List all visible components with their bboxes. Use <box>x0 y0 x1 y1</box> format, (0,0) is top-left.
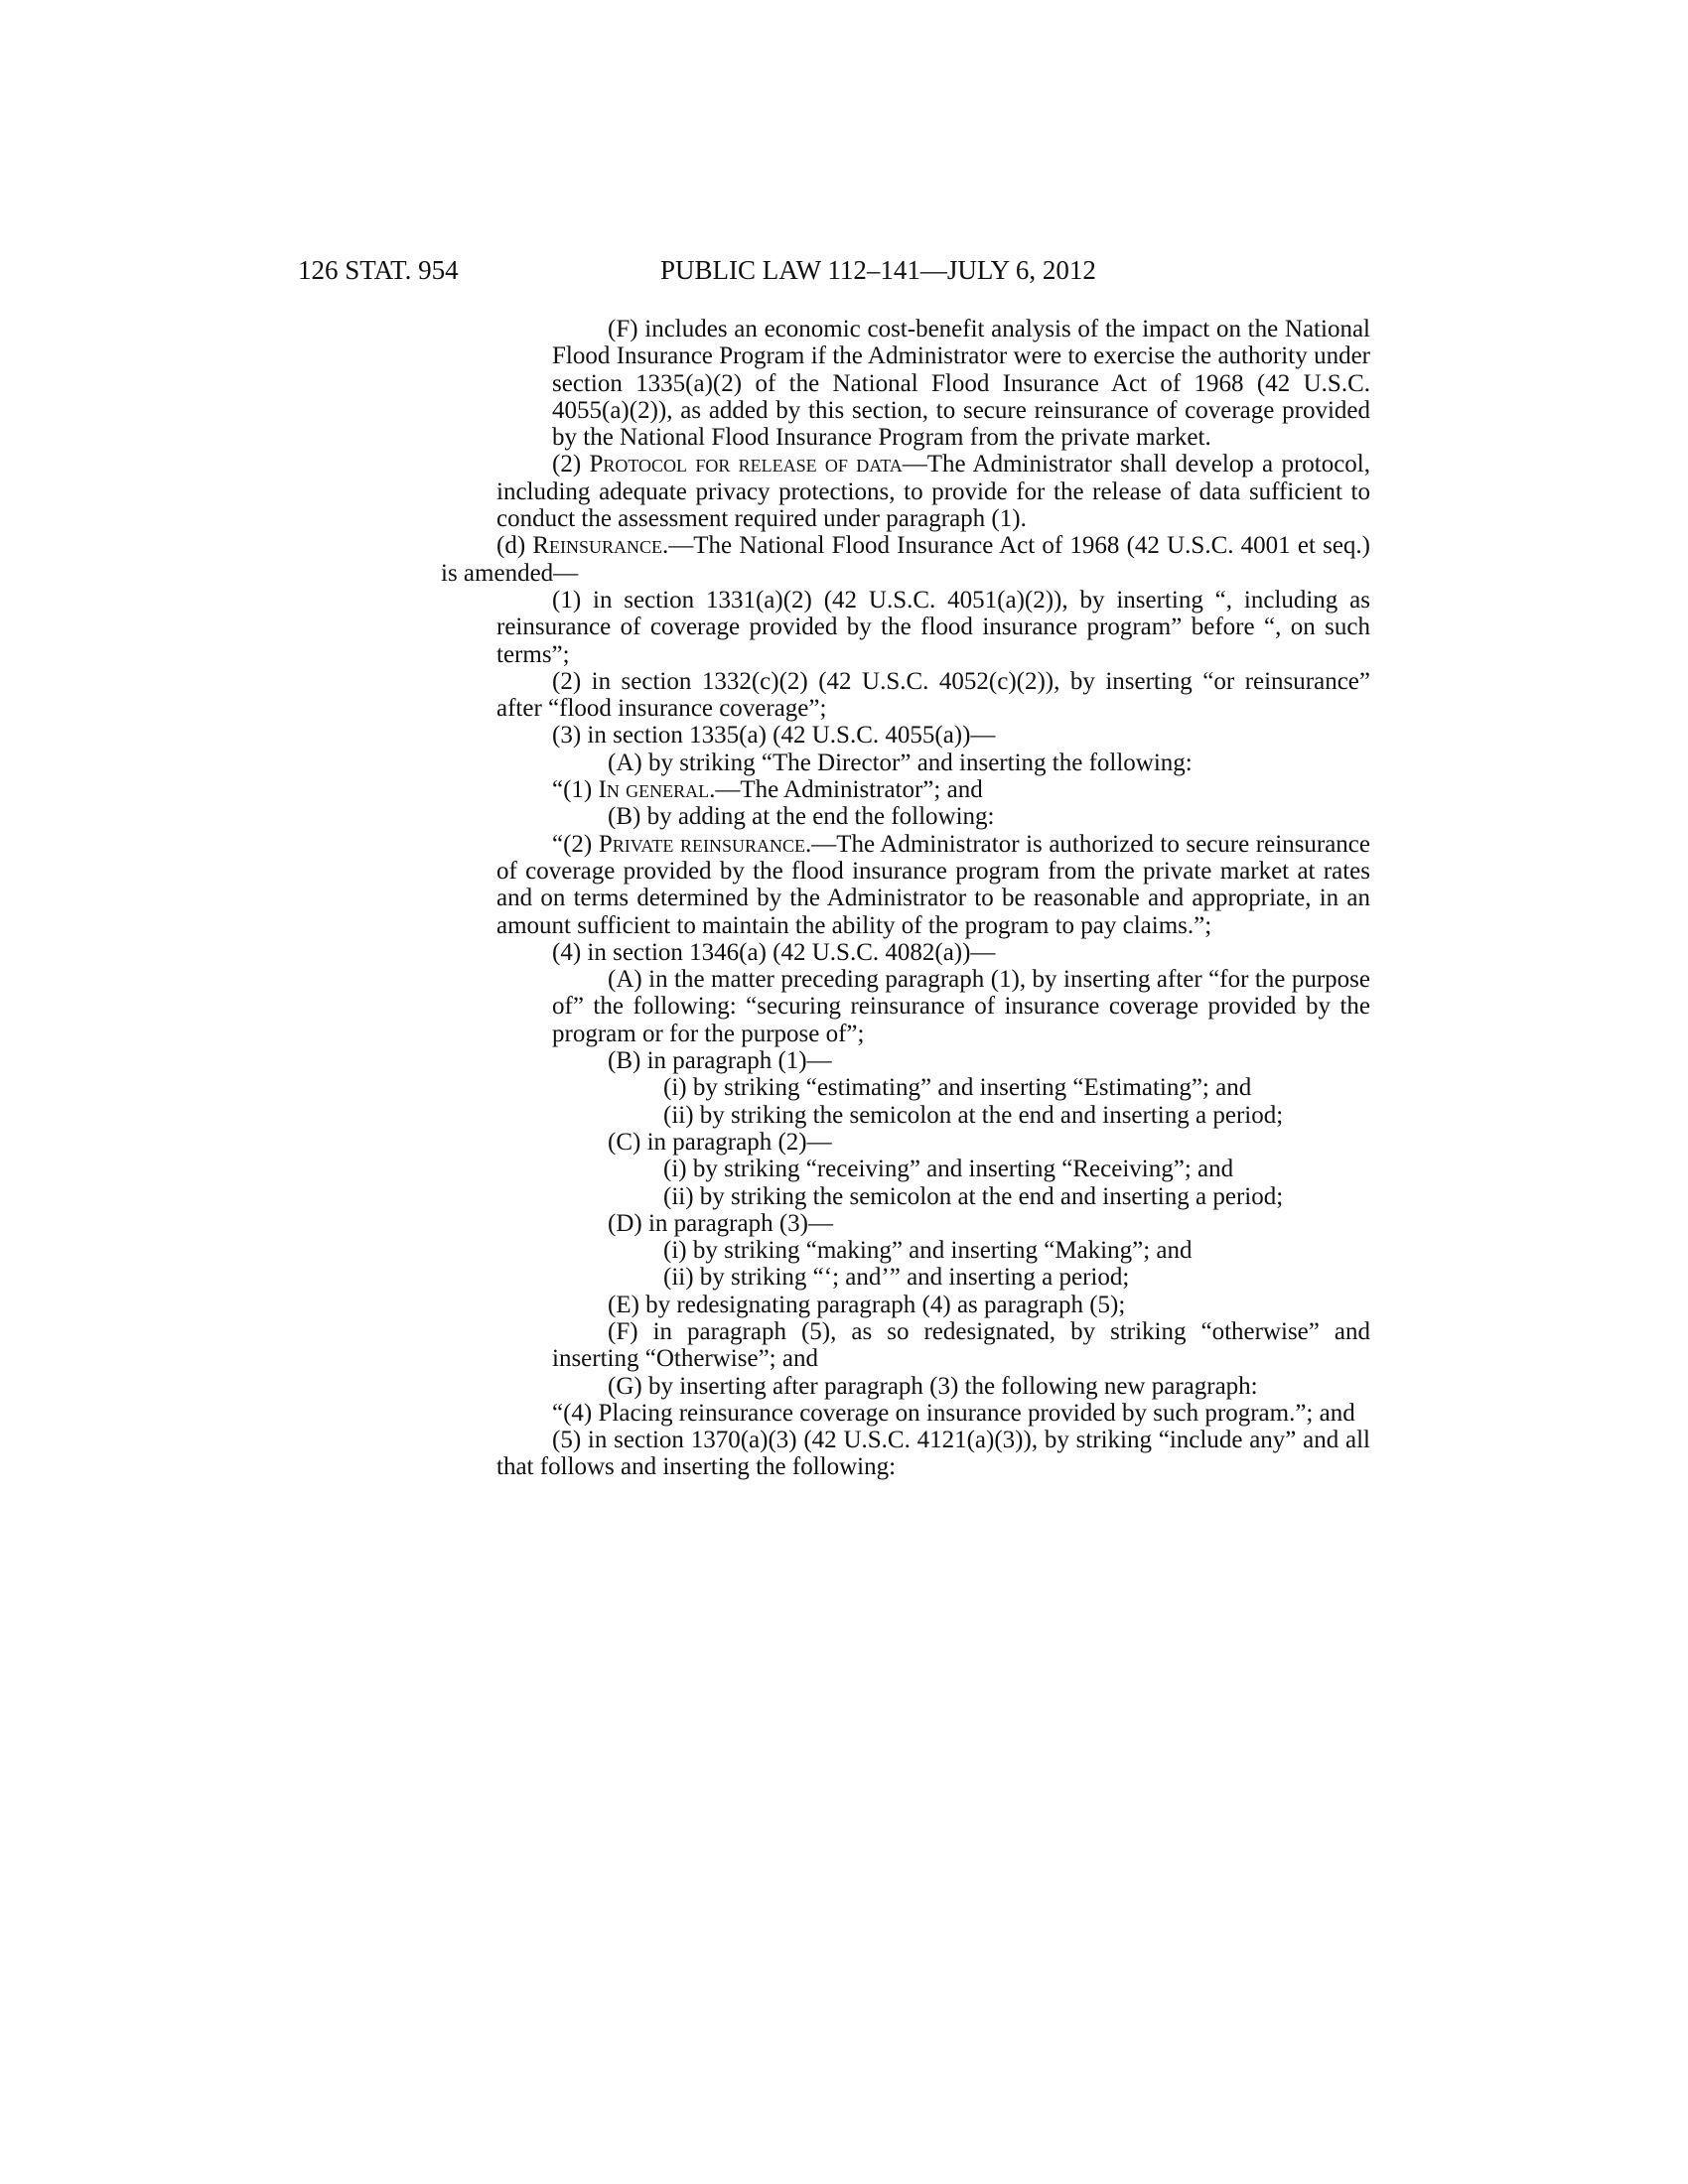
section-heading: Private reinsurance <box>598 830 805 858</box>
quoted-paragraph-1: “(1) In general.—The Administrator”; and <box>552 776 983 804</box>
amendment-4-E: (E) by redesignating paragraph (4) as paragraph (5); <box>608 1291 1126 1318</box>
amendment-3-B: (B) by adding at the end the following: <box>608 803 995 831</box>
amendment-1: (1) in section 1331(a)(2) (42 U.S.C. 4051(a)(2)), by inserting “, including as reinsurance of coverage provided by the flood insurance program” before “, on such terms”; <box>496 586 1370 668</box>
amendment-4-B: (B) in paragraph (1)— <box>608 1047 832 1075</box>
amendment-3-A: (A) by striking “The Director” and inserting the following: <box>608 749 1193 776</box>
amendment-4-D: (D) in paragraph (3)— <box>608 1209 833 1237</box>
quoted-paragraph-4: “(4) Placing reinsurance coverage on insurance provided by such program.”; and <box>552 1399 1355 1427</box>
amendment-2: (2) in section 1332(c)(2) (42 U.S.C. 4052(c)(2)), by inserting “or reinsurance” after “flood insurance coverage”; <box>496 667 1370 723</box>
section-heading: Reinsurance <box>532 532 663 560</box>
amendment-4-D-i: (i) by striking “making” and inserting “Making”; and <box>663 1237 1193 1265</box>
amendment-4-B-ii: (ii) by striking the semicolon at the end and inserting a period; <box>663 1101 1284 1129</box>
amendment-4-C-ii: (ii) by striking the semicolon at the end and inserting a period; <box>663 1182 1284 1210</box>
amendment-4-F: (F) in paragraph (5), as so redesignated, by striking “otherwise” and inserting “Otherwise”; and <box>552 1317 1370 1373</box>
amendment-4: (4) in section 1346(a) (42 U.S.C. 4082(a))— <box>552 938 996 966</box>
paragraph-2-protocol: (2) Protocol for release of data—The Administrator shall develop a protocol, including adequate privacy protections, to provide for the release of data sufficient to conduct the assessment required under paragraph (1). <box>496 451 1371 533</box>
quoted-paragraph-2: “(2) Private reinsurance.—The Administrator is authorized to secure reinsurance of coverage provided by the flood insurance program from the private market at rates and on terms determined by the Administrator to be reasonable and appropriate, in an amount sufficient to maintain the ability of the program to pay claims.”; <box>496 830 1370 939</box>
amendment-5: (5) in section 1370(a)(3) (42 U.S.C. 4121(a)(3)), by striking “include any” and all that follows and inserting the following: <box>496 1427 1370 1481</box>
amendment-4-C-i: (i) by striking “receiving” and inserting “Receiving”; and <box>663 1156 1234 1183</box>
amendment-4-C: (C) in paragraph (2)— <box>608 1128 832 1156</box>
section-heading: Protocol for release of data <box>589 451 903 478</box>
amendment-4-D-ii: (ii) by striking “‘; and’” and inserting a period; <box>663 1264 1130 1292</box>
amendment-4-G: (G) by inserting after paragraph (3) the following new paragraph: <box>608 1372 1258 1400</box>
document-body <box>441 316 1371 1481</box>
subsection-d: (d) Reinsurance.—The National Flood Insurance Act of 1968 (42 U.S.C. 4001 et seq.) is amended— <box>441 532 1370 587</box>
amendment-4-A: (A) in the matter preceding paragraph (1), by inserting after “for the purpose of” the following: “securing reinsurance of insurance coverage provided by the program or for the purpose of”; <box>552 966 1370 1047</box>
subparagraph-F: (F) includes an economic cost-benefit analysis of the impact on the National Flood Insurance Program if the Administrator were to exercise the authority under section 1335(a)(2) of the National Flood Insurance Act of 1968 (42 U.S.C. 4055(a)(2)), as added by this section, to secure reinsurance of coverage provided by the National Flood Insurance Program from the private market. <box>552 316 1370 452</box>
section-heading: In general <box>598 776 710 804</box>
page-header <box>298 250 1211 290</box>
amendment-3: (3) in section 1335(a) (42 U.S.C. 4055(a))— <box>552 722 996 750</box>
running-title: PUBLIC LAW 112–141—JULY 6, 2012 <box>660 255 1096 285</box>
amendment-4-B-i: (i) by striking “estimating” and inserting “Estimating”; and <box>663 1074 1252 1102</box>
statute-page-number: 126 STAT. 954 <box>298 255 459 285</box>
